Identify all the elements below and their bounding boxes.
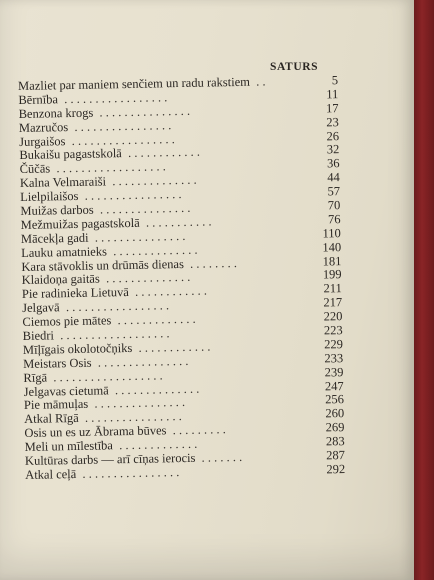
toc-entry-page-number: 181 (322, 253, 342, 269)
toc-entry-page-number: 229 (324, 337, 344, 352)
book-cover-edge (414, 0, 434, 580)
toc-leader-dots: . . . . . . . (201, 450, 243, 465)
toc-entry-title: Lielpilaišos (20, 189, 79, 205)
toc-entry-title: Atkal Rīgā (24, 411, 79, 427)
toc-entry-page-number: 260 (325, 406, 345, 421)
toc-entry-page-number: 44 (327, 170, 340, 185)
toc-entry-title: Atkal ceļā (25, 466, 77, 482)
toc-leader-dots: . . . . . . . . . . . . . . . . . (64, 90, 168, 107)
toc-entry-page-number: 110 (322, 225, 341, 241)
toc-leader-dots: . . (256, 74, 266, 89)
toc-entry-page-number: 26 (326, 128, 340, 143)
toc-leader-dots: . . . . . . . . . . . . . . . (99, 103, 191, 120)
toc-leader-dots: . . . . . . . . . . . . . . . . . . (56, 159, 166, 176)
toc-entry-page-number: 223 (323, 323, 343, 338)
toc-entry-page-number: 247 (324, 378, 344, 394)
toc-leader-dots: . . . . . . . . . . . . (127, 145, 201, 161)
toc-entry-title: Bērnība (18, 92, 59, 107)
toc-entry-page-number: 36 (326, 156, 340, 171)
toc-entry-title: Rīgā (23, 370, 48, 385)
toc-leader-dots: . . . . . . . . . . . . (138, 339, 211, 355)
toc-leader-dots: . . . . . . . . . . . . . . . . . (65, 298, 170, 315)
toc-leader-dots: . . . . . . . . (189, 255, 238, 271)
toc-leader-dots: . . . . . . . . . (172, 422, 226, 438)
toc-entry-page-number: 217 (323, 295, 343, 310)
toc-entry-title: Bukaišu pagastskolā (19, 146, 122, 163)
toc-entry-title: Kalna Velmaraiši (19, 174, 107, 191)
toc-leader-dots: . . . . . . . . . . . . . . . (94, 228, 186, 245)
toc-entry-page-number: 23 (326, 114, 339, 130)
toc-entry-title: Meistars Osis (23, 355, 92, 371)
toc-entry-page-number: 256 (325, 392, 345, 407)
toc-entry-page-number: 70 (327, 198, 341, 213)
toc-entry-title: Mācekļa gadi (20, 230, 89, 246)
toc-entry-page-number: 199 (322, 267, 342, 282)
toc-entry-title: Lauku amatnieks (21, 244, 108, 260)
toc-entry-page-number: 292 (326, 462, 346, 477)
toc-entry-page-number: 76 (327, 212, 341, 227)
toc-leader-dots: . . . . . . . . . . . . . . . . . (71, 131, 175, 148)
toc-entry-title: Klaidoņa gaitās (21, 272, 100, 288)
toc-entry-page-number: 57 (327, 184, 341, 199)
toc-entry-title: Pie māmuļas (23, 397, 89, 413)
toc-entry-page-number: 11 (326, 87, 339, 102)
toc-leader-dots: . . . . . . . . . . . (145, 214, 212, 230)
toc-entry-title: Kara stāvoklis un drūmās dienas (21, 256, 184, 274)
toc-leader-dots: . . . . . . . . . . . . . . . . . . (60, 326, 170, 343)
toc-entry-page-number: 233 (324, 350, 344, 366)
toc-entry-title: Mazliet par maniem senčiem un radu rakstiem (17, 74, 251, 93)
toc-leader-dots: . . . . . . . . . . . . . (119, 436, 198, 453)
toc-leader-dots: . . . . . . . . . . . . (134, 283, 208, 300)
toc-leader-dots: . . . . . . . . . . . . . . . (99, 200, 191, 217)
toc-entry-page-number: 140 (322, 239, 342, 255)
toc-leader-dots: . . . . . . . . . . . . . . . (97, 353, 189, 370)
toc-entry-page-number: 211 (323, 281, 343, 296)
toc-leader-dots: . . . . . . . . . . . . . . (113, 242, 198, 258)
toc-leader-dots: . . . . . . . . . . . . . . . . . . (53, 368, 163, 385)
toc-entry-page-number: 32 (326, 142, 340, 157)
toc-entry-title: Muižas darbos (20, 202, 94, 218)
toc-entry-page-number: 283 (325, 434, 345, 449)
toc-leader-dots: . . . . . . . . . . . . . . . . (82, 465, 180, 481)
page-title: SATURS (270, 61, 319, 73)
toc-entry-title: Jurgaišos (18, 133, 66, 149)
toc-leader-dots: . . . . . . . . . . . . . . . . (84, 409, 182, 426)
toc-leader-dots: . . . . . . . . . . . . . . . . (74, 117, 172, 134)
table-of-contents (18, 72, 434, 482)
toc-entry-title: Osis un es uz Ābrama būves (24, 423, 167, 441)
toc-entry-page-number: 220 (323, 309, 343, 324)
toc-entry-page-number: 287 (326, 448, 346, 463)
toc-entry-title: Čūčās (19, 161, 51, 177)
toc-entry-title: Biedri (22, 328, 55, 343)
toc-entry-title: Mežmuižas pagastskolā (20, 215, 140, 232)
toc-entry-title: Mīļīgais okolotočņiks (22, 340, 133, 357)
toc-entry-page-number: 5 (331, 73, 339, 88)
toc-leader-dots: . . . . . . . . . . . . . . . (94, 395, 186, 412)
toc-entry-title: Kultūras darbs — arī cīņas ierocis (24, 450, 196, 468)
toc-entry-page-number: 239 (324, 364, 344, 380)
toc-entry-page-number: 269 (325, 420, 345, 435)
toc-leader-dots: . . . . . . . . . . . . . . . . (84, 187, 182, 203)
toc-entry-title: Benzona krogs (18, 105, 94, 121)
toc-entry-title: Jelgavas cietumā (23, 382, 109, 399)
toc-leader-dots: . . . . . . . . . . . . . . (112, 172, 197, 189)
toc-entry-title: Pie radinieka Lietuvā (21, 285, 129, 302)
toc-entry-title: Mazručos (18, 119, 69, 135)
toc-leader-dots: . . . . . . . . . . . . . . (114, 381, 200, 397)
toc-entry-title: Jelgavā (22, 300, 60, 316)
toc-entry-title: Ciemos pie mātes (22, 313, 112, 330)
toc-entry-title: Meli un mīlestība (24, 438, 114, 455)
toc-leader-dots: . . . . . . . . . . . . . . (105, 270, 191, 286)
toc-leader-dots: . . . . . . . . . . . . . (117, 311, 196, 328)
toc-entry-page-number: 17 (325, 100, 339, 116)
